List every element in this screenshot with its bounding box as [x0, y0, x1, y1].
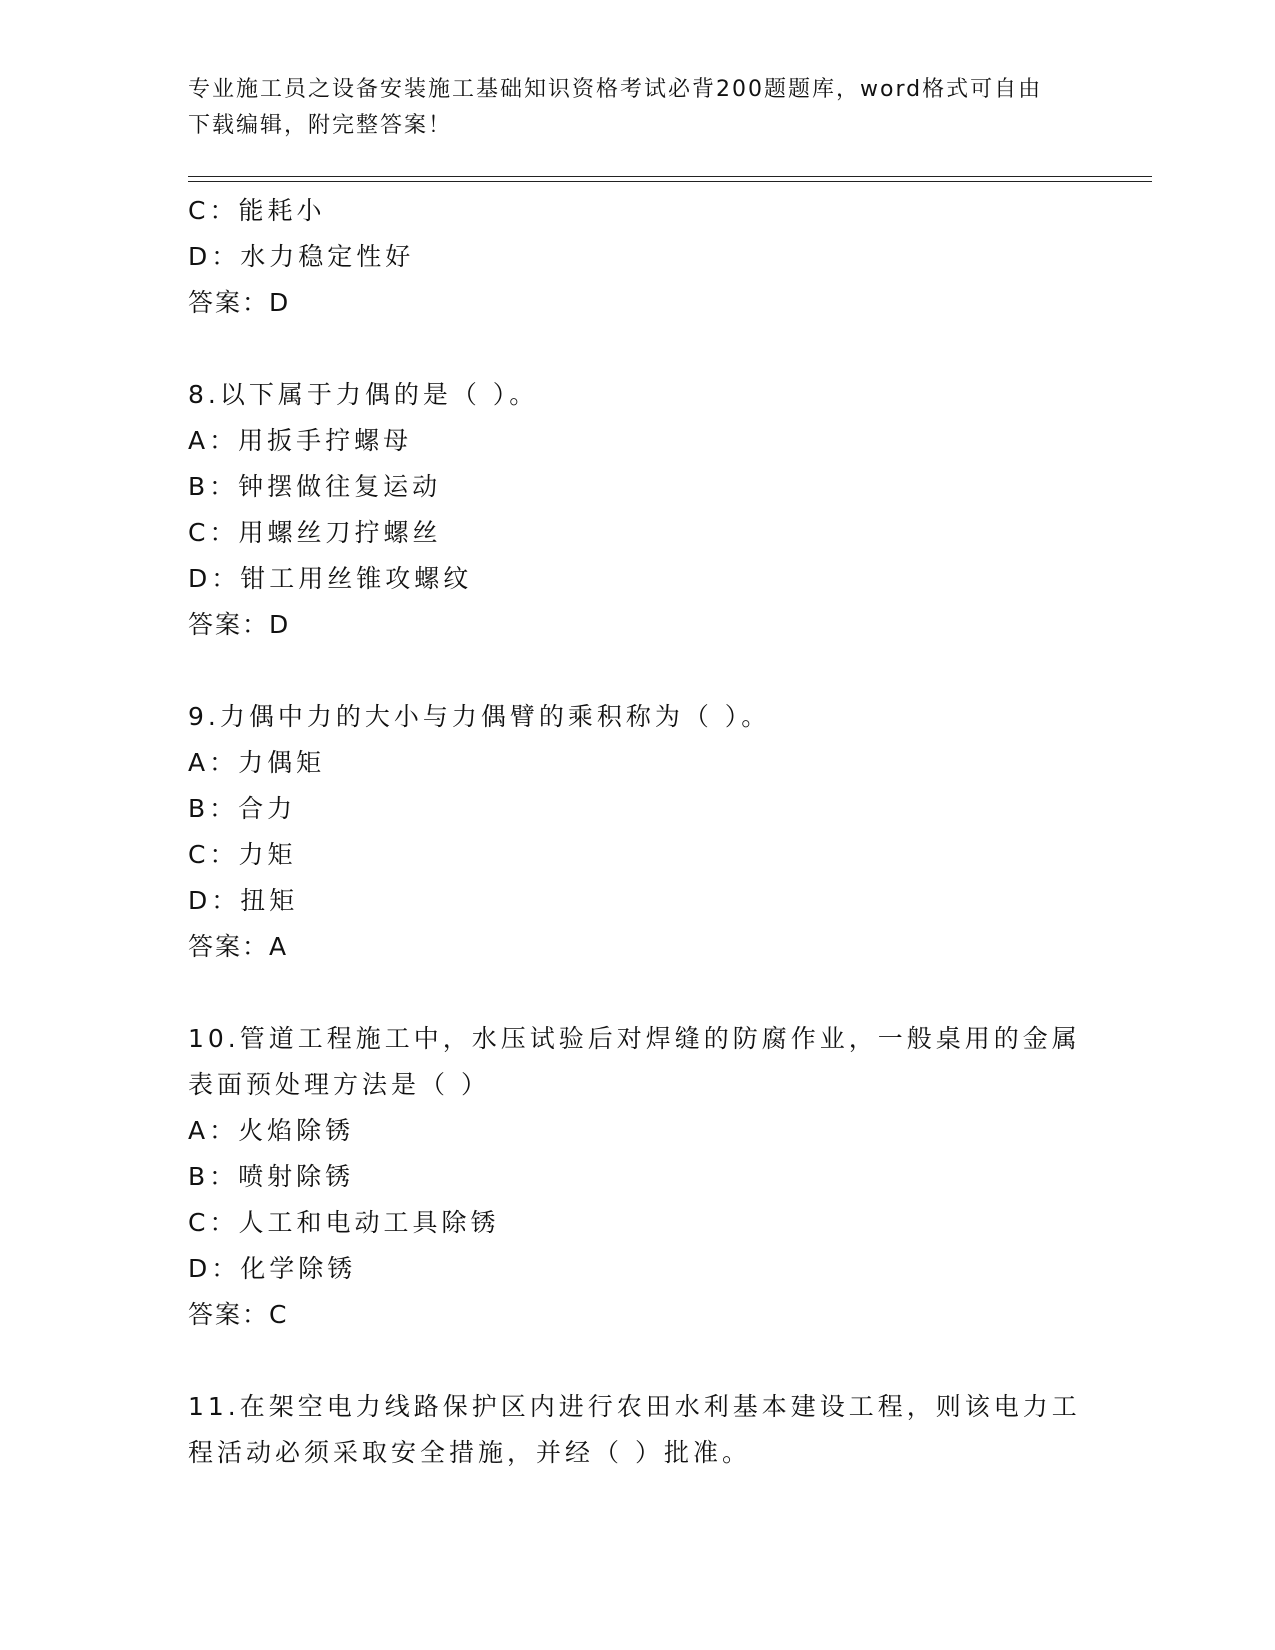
option-c: C：力矩 [188, 840, 297, 869]
question-stem-line-1: 11.在架空电力线路保护区内进行农田水利基本建设工程，则该电力工 [188, 1392, 1081, 1421]
question-stem: 8.以下属于力偶的是（ ）。 [188, 380, 539, 409]
spacer [188, 1338, 1088, 1384]
question-7-tail [188, 188, 1088, 326]
question-9 [188, 694, 1088, 970]
document-header [188, 72, 1068, 144]
question-stem: 9.力偶中力的大小与力偶臂的乘积称为（ ）。 [188, 702, 771, 731]
question-8 [188, 372, 1088, 648]
spacer [188, 648, 1088, 694]
header-title-line-2: 下载编辑，附完整答案！ [188, 113, 453, 138]
option-b: B：合力 [188, 794, 297, 823]
option-b: B：钟摆做往复运动 [188, 472, 442, 501]
spacer [188, 326, 1088, 372]
question-10 [188, 1016, 1088, 1338]
answer-line: 答案：A [188, 932, 289, 961]
option-d: D：钳工用丝锥攻螺纹 [188, 564, 473, 593]
question-stem-line-1: 10.管道工程施工中，水压试验后对焊缝的防腐作业，一般桌用的金属 [188, 1024, 1081, 1053]
answer-line: 答案：D [188, 610, 291, 639]
option-c: C：人工和电动工具除锈 [188, 1208, 500, 1237]
header-title-line-1: 专业施工员之设备安装施工基础知识资格考试必背200题题库，word格式可自由 [188, 77, 1043, 102]
spacer [188, 970, 1088, 1016]
option-d: D：水力稳定性好 [188, 242, 415, 271]
question-stem-line-2: 程活动必须采取安全措施，并经（ ）批准。 [188, 1438, 751, 1467]
option-b: B：喷射除锈 [188, 1162, 355, 1191]
question-11 [188, 1384, 1088, 1476]
option-d: D：化学除锈 [188, 1254, 357, 1283]
question-stem-line-2: 表面预处理方法是（ ） [188, 1070, 490, 1099]
option-a: A：用扳手拧螺母 [188, 426, 413, 455]
option-c: C：用螺丝刀拧螺丝 [188, 518, 442, 547]
answer-line: 答案：D [188, 288, 291, 317]
option-c: C：能耗小 [188, 196, 326, 225]
header-divider-bottom [188, 181, 1152, 182]
answer-line: 答案：C [188, 1300, 289, 1329]
option-d: D：扭矩 [188, 886, 299, 915]
header-divider-top [188, 176, 1152, 177]
option-a: A：火焰除锈 [188, 1116, 355, 1145]
option-a: A：力偶矩 [188, 748, 326, 777]
question-list [188, 188, 1088, 1476]
